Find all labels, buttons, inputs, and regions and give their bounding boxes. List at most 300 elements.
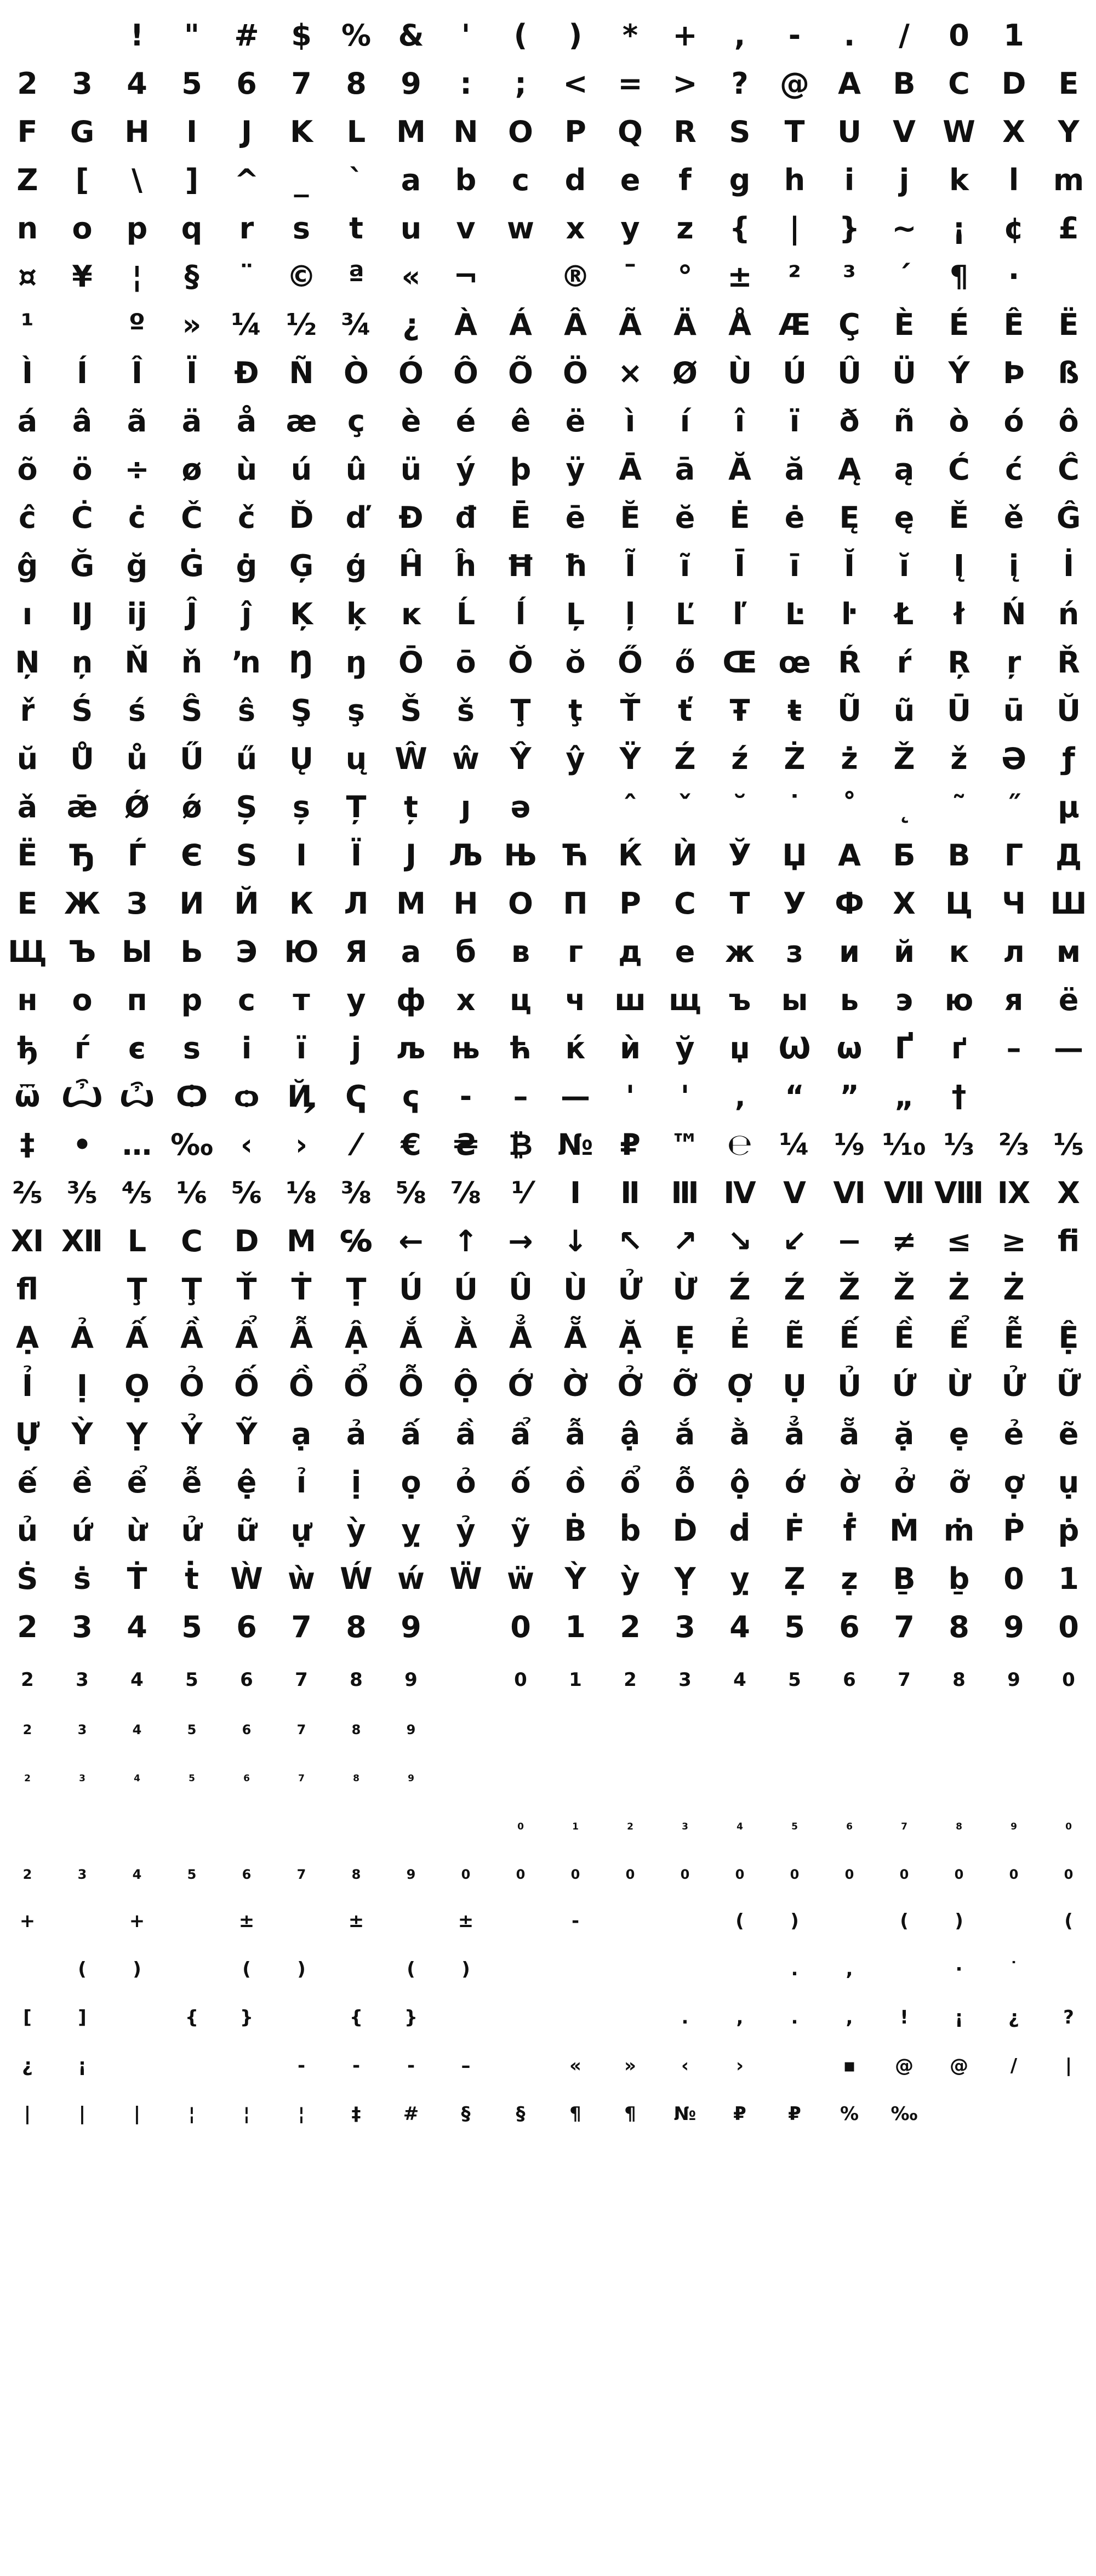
glyph-cell: Ữ bbox=[1056, 1369, 1081, 1403]
glyph-cell: p bbox=[126, 211, 148, 246]
glyph-cell: ¡ bbox=[955, 2007, 963, 2028]
glyph-cell: 6 bbox=[242, 1867, 252, 1882]
glyph-cell: њ bbox=[452, 1031, 480, 1065]
glyph-cell: Ѽ bbox=[61, 1079, 103, 1114]
glyph-cell: 2 bbox=[627, 1821, 633, 1832]
glyph-cell: á bbox=[17, 404, 38, 438]
glyph-cell: 5 bbox=[181, 66, 202, 101]
glyph-cell: 9 bbox=[406, 1867, 416, 1882]
glyph-cell: Ž bbox=[838, 1272, 860, 1307]
glyph-cell: ử bbox=[181, 1513, 203, 1548]
glyph-cell: Ş bbox=[290, 693, 312, 728]
glyph-cell: а bbox=[401, 934, 421, 969]
glyph-cell: ¯ bbox=[623, 259, 638, 294]
glyph-cell: ế bbox=[17, 1465, 38, 1500]
glyph-cell: Ề bbox=[894, 1320, 915, 1355]
glyph-cell: ! bbox=[130, 18, 144, 53]
glyph-cell: â bbox=[72, 404, 93, 438]
glyph-row bbox=[0, 203, 1096, 251]
glyph-cell: Ѝ bbox=[672, 838, 698, 873]
glyph-cell: Ủ bbox=[837, 1369, 861, 1403]
glyph-cell: т bbox=[293, 983, 310, 1017]
glyph-cell: Ể bbox=[949, 1320, 969, 1355]
glyph-row bbox=[0, 1698, 1096, 1746]
glyph-cell: ắ bbox=[675, 1417, 695, 1451]
glyph-cell: ³ bbox=[843, 259, 856, 294]
glyph-cell: ¿ bbox=[402, 307, 420, 342]
glyph-cell: } bbox=[838, 211, 860, 246]
glyph-cell: ś bbox=[128, 693, 146, 728]
glyph-cell: ‰ bbox=[891, 2103, 918, 2125]
glyph-cell: § bbox=[461, 2103, 471, 2125]
glyph-cell-empty bbox=[164, 1939, 219, 1987]
glyph-cell: 1 bbox=[572, 1821, 579, 1832]
glyph-cell: ĵ bbox=[241, 597, 252, 631]
glyph-cell: ə bbox=[510, 790, 531, 824]
glyph-cell: İ bbox=[1063, 549, 1075, 583]
glyph-cell: • bbox=[72, 1127, 92, 1162]
glyph-row bbox=[0, 155, 1096, 203]
glyph-cell: Ỷ bbox=[181, 1417, 203, 1451]
glyph-cell: Ế bbox=[839, 1320, 860, 1355]
glyph-cell: ŭ bbox=[16, 742, 38, 776]
glyph-cell: ŧ bbox=[787, 693, 802, 728]
glyph-cell: ŏ bbox=[565, 645, 586, 680]
glyph-cell: 8 bbox=[949, 1610, 969, 1644]
glyph-cell: ŋ bbox=[345, 645, 367, 680]
glyph-cell: ) bbox=[461, 1958, 470, 1980]
glyph-cell: + bbox=[129, 1910, 145, 1932]
glyph-cell: Ҁ bbox=[345, 1079, 367, 1114]
glyph-cell: Ŀ bbox=[785, 597, 804, 631]
glyph-cell: Ů bbox=[70, 742, 94, 776]
glyph-cell: > bbox=[672, 66, 698, 101]
glyph-cell: # bbox=[403, 2103, 419, 2125]
glyph-cell: № bbox=[673, 2103, 697, 2125]
glyph-cell: 7 bbox=[295, 1669, 308, 1691]
glyph-cell: c bbox=[511, 163, 529, 197]
glyph-cell: Ấ bbox=[125, 1320, 149, 1355]
glyph-cell-empty bbox=[712, 1698, 767, 1746]
glyph-cell: ő bbox=[675, 645, 695, 680]
glyph-cell: Щ bbox=[8, 934, 47, 969]
glyph-cell: 3 bbox=[678, 1669, 692, 1691]
glyph-cell: Б bbox=[893, 838, 916, 873]
glyph-row bbox=[0, 1023, 1096, 1071]
glyph-cell: ë bbox=[565, 404, 586, 438]
glyph-cell: ộ bbox=[729, 1465, 750, 1500]
glyph-cell: Ѻ bbox=[175, 1079, 208, 1114]
glyph-cell-empty bbox=[712, 1746, 767, 1794]
glyph-cell: Ь bbox=[180, 934, 203, 969]
glyph-cell: · bbox=[955, 1958, 963, 1980]
glyph-cell: , bbox=[846, 2007, 853, 2028]
glyph-cell-empty bbox=[274, 1891, 329, 1939]
glyph-row bbox=[0, 926, 1096, 974]
glyph-cell-empty bbox=[822, 1698, 877, 1746]
glyph-cell: ù bbox=[236, 452, 258, 487]
glyph-cell-empty bbox=[877, 1939, 932, 1987]
glyph-cell: ‡ bbox=[351, 2103, 361, 2125]
glyph-cell: Ê bbox=[1003, 307, 1024, 342]
glyph-cell: ѝ bbox=[620, 1031, 641, 1065]
glyph-cell: Ћ bbox=[562, 838, 589, 873]
glyph-cell: 8 bbox=[346, 66, 367, 101]
glyph-cell: K bbox=[290, 115, 313, 149]
glyph-cell: Ṫ bbox=[127, 1561, 147, 1596]
glyph-cell: · bbox=[1008, 259, 1020, 294]
glyph-cell: Ⅿ bbox=[287, 1224, 316, 1258]
glyph-cell: 7 bbox=[894, 1610, 915, 1644]
glyph-cell: % bbox=[840, 2103, 859, 2125]
glyph-cell: ↙ bbox=[782, 1224, 807, 1258]
glyph-cell: Ľ bbox=[675, 597, 695, 631]
glyph-cell: ѻ bbox=[233, 1079, 260, 1114]
glyph-cell: T bbox=[784, 115, 805, 149]
glyph-cell-empty bbox=[767, 1746, 822, 1794]
glyph-cell: 0 bbox=[1009, 1867, 1019, 1882]
glyph-cell: 9 bbox=[1003, 1610, 1024, 1644]
glyph-cell: , bbox=[734, 18, 746, 53]
glyph-cell: Ģ bbox=[289, 549, 314, 583]
glyph-cell: ż bbox=[841, 742, 858, 776]
glyph-cell-empty bbox=[384, 1891, 438, 1939]
glyph-cell: Х bbox=[893, 886, 916, 921]
glyph-row bbox=[0, 1553, 1096, 1602]
glyph-cell: 0 bbox=[735, 1867, 745, 1882]
glyph-cell: 3 bbox=[76, 1669, 89, 1691]
glyph-cell: ỳ bbox=[346, 1513, 366, 1548]
glyph-cell: Ź bbox=[729, 1272, 751, 1307]
glyph-cell: ” bbox=[840, 1079, 859, 1114]
glyph-cell: Î bbox=[131, 356, 143, 390]
glyph-cell: í bbox=[680, 404, 690, 438]
glyph-cell: C bbox=[948, 66, 970, 101]
glyph-row bbox=[0, 251, 1096, 299]
glyph-cell: 5 bbox=[187, 1722, 197, 1737]
glyph-cell: ę bbox=[894, 500, 915, 535]
glyph-cell: ' bbox=[625, 1079, 635, 1114]
glyph-cell-empty bbox=[110, 2036, 164, 2084]
glyph-cell: Q bbox=[618, 115, 643, 149]
glyph-cell: O bbox=[508, 115, 533, 149]
glyph-cell: l bbox=[1008, 163, 1019, 197]
glyph-cell-empty bbox=[110, 1987, 164, 2036]
glyph-cell: ½ bbox=[286, 307, 317, 342]
glyph-cell: ± bbox=[727, 259, 752, 294]
glyph-cell: ¬ bbox=[453, 259, 478, 294]
glyph-cell: ! bbox=[900, 2007, 909, 2028]
glyph-cell: Ⅽ bbox=[181, 1224, 203, 1258]
glyph-cell: Ö bbox=[563, 356, 588, 390]
glyph-row bbox=[0, 492, 1096, 540]
glyph-cell: Ќ bbox=[618, 838, 643, 873]
glyph-cell: щ bbox=[669, 983, 701, 1017]
glyph-cell: ± bbox=[238, 1910, 255, 1932]
glyph-cell: Ò bbox=[344, 356, 369, 390]
glyph-cell: → bbox=[508, 1224, 533, 1258]
glyph-cell: . bbox=[791, 1958, 798, 1980]
glyph-cell: ỏ bbox=[455, 1465, 476, 1500]
glyph-cell: u bbox=[400, 211, 422, 246]
glyph-cell: ợ bbox=[1003, 1465, 1024, 1500]
glyph-cell: 8 bbox=[952, 1669, 966, 1691]
glyph-cell-empty bbox=[548, 1698, 603, 1746]
glyph-cell: ¼ bbox=[231, 307, 262, 342]
glyph-cell-empty bbox=[1041, 1264, 1096, 1312]
glyph-cell: ẁ bbox=[288, 1561, 315, 1596]
glyph-cell: ỵ bbox=[401, 1513, 421, 1548]
glyph-cell: ű bbox=[236, 742, 258, 776]
glyph-cell: ↗ bbox=[672, 1224, 698, 1258]
glyph-cell: ← bbox=[398, 1224, 424, 1258]
glyph-cell: y bbox=[620, 211, 640, 246]
glyph-cell: ы bbox=[781, 983, 808, 1017]
glyph-cell: Ĺ bbox=[456, 597, 476, 631]
glyph-cell: Г bbox=[1004, 838, 1024, 873]
glyph-cell-empty bbox=[767, 2036, 822, 2084]
glyph-cell: Ỳ bbox=[71, 1417, 93, 1451]
glyph-cell: Ü bbox=[892, 356, 916, 390]
glyph-cell-empty bbox=[603, 1746, 658, 1794]
glyph-cell: Ķ bbox=[290, 597, 313, 631]
glyph-cell-empty bbox=[438, 1794, 493, 1843]
glyph-cell: ⅕ bbox=[1053, 1127, 1084, 1162]
glyph-cell: Ŏ bbox=[508, 645, 533, 680]
glyph-cell: z bbox=[676, 211, 694, 246]
glyph-cell: Ŗ bbox=[947, 645, 971, 680]
glyph-cell: ъ bbox=[728, 983, 751, 1017]
glyph-cell: Ậ bbox=[345, 1320, 368, 1355]
glyph-cell: ġ bbox=[236, 549, 258, 583]
glyph-cell: Ứ bbox=[892, 1369, 917, 1403]
glyph-cell: Ễ bbox=[1003, 1320, 1024, 1355]
glyph-cell: Ố bbox=[234, 1369, 259, 1403]
glyph-cell: ] bbox=[185, 163, 199, 197]
glyph-cell: ṗ bbox=[1058, 1513, 1080, 1548]
glyph-cell: ¤ bbox=[18, 259, 37, 294]
glyph-cell: ¿ bbox=[1008, 2007, 1019, 2028]
glyph-cell: ä bbox=[181, 404, 202, 438]
glyph-cell: ⅘ bbox=[122, 1176, 152, 1210]
glyph-cell: ş bbox=[347, 693, 366, 728]
glyph-row bbox=[0, 830, 1096, 878]
glyph-cell-empty bbox=[164, 1891, 219, 1939]
glyph-cell: 0 bbox=[899, 1867, 909, 1882]
glyph-cell: 0 bbox=[1064, 1867, 1074, 1882]
glyph-cell: я bbox=[1004, 983, 1024, 1017]
glyph-cell: ğ bbox=[126, 549, 148, 583]
glyph-cell: Ớ bbox=[507, 1369, 534, 1403]
glyph-cell: Ó bbox=[398, 356, 424, 390]
glyph-cell: Ї bbox=[350, 838, 362, 873]
glyph-cell: Н bbox=[453, 886, 478, 921]
glyph-cell: Ś bbox=[71, 693, 93, 728]
glyph-cell: 7 bbox=[291, 66, 312, 101]
glyph-cell: е bbox=[675, 934, 695, 969]
glyph-cell: ' bbox=[461, 18, 471, 53]
glyph-cell: Ỳ bbox=[564, 1561, 586, 1596]
glyph-cell: Ⅴ bbox=[783, 1176, 806, 1210]
glyph-cell: 4 bbox=[127, 1610, 147, 1644]
glyph-cell: ô bbox=[1058, 404, 1079, 438]
glyph-cell: ŗ bbox=[1006, 645, 1021, 680]
glyph-cell: Ѓ bbox=[127, 838, 147, 873]
glyph-cell: Ț bbox=[346, 790, 367, 824]
glyph-cell: ˝ bbox=[1006, 790, 1021, 824]
glyph-cell: ọ bbox=[401, 1465, 421, 1500]
glyph-cell: Ħ bbox=[506, 549, 535, 583]
glyph-cell: È bbox=[894, 307, 915, 342]
glyph-cell: Đ bbox=[398, 500, 424, 535]
glyph-cell: Ⅹ bbox=[1057, 1176, 1080, 1210]
glyph-cell: б bbox=[455, 934, 476, 969]
glyph-cell: 8 bbox=[351, 1722, 361, 1737]
glyph-row bbox=[0, 1505, 1096, 1553]
glyph-cell: ố bbox=[510, 1465, 531, 1500]
glyph-cell: Ğ bbox=[70, 549, 95, 583]
glyph-cell: t bbox=[349, 211, 363, 246]
glyph-cell: Ż bbox=[1003, 1272, 1025, 1307]
glyph-cell: ĕ bbox=[675, 500, 695, 535]
glyph-row bbox=[0, 396, 1096, 444]
glyph-cell: 6 bbox=[839, 1610, 860, 1644]
glyph-cell: № bbox=[557, 1127, 593, 1162]
glyph-cell: Ⅸ bbox=[997, 1176, 1031, 1210]
glyph-cell: … bbox=[122, 1127, 152, 1162]
glyph-cell: j bbox=[899, 163, 910, 197]
glyph-cell: ´ bbox=[897, 259, 912, 294]
glyph-cell: 4 bbox=[127, 66, 147, 101]
glyph-cell: 0 bbox=[510, 1610, 531, 1644]
glyph-cell: š bbox=[456, 693, 475, 728]
glyph-row bbox=[0, 347, 1096, 396]
glyph-cell: Ц bbox=[945, 886, 973, 921]
glyph-cell: ѡ bbox=[836, 1031, 863, 1065]
glyph-cell-empty bbox=[438, 1746, 493, 1794]
glyph-cell: Ẳ bbox=[509, 1320, 532, 1355]
glyph-cell: Ⅵ bbox=[833, 1176, 866, 1210]
glyph-cell-empty bbox=[548, 782, 603, 830]
glyph-cell: ẃ bbox=[397, 1561, 425, 1596]
glyph-row bbox=[0, 974, 1096, 1023]
glyph-cell: – bbox=[513, 1079, 528, 1114]
glyph-cell: ĳ bbox=[127, 597, 147, 631]
glyph-cell: - bbox=[297, 2055, 306, 2077]
glyph-cell: ǣ bbox=[66, 790, 98, 824]
glyph-cell: Ŧ bbox=[729, 693, 750, 728]
glyph-cell: ý bbox=[456, 452, 476, 487]
glyph-cell: ~ bbox=[892, 211, 917, 246]
glyph-cell-empty bbox=[712, 1939, 767, 1987]
glyph-cell: ; bbox=[515, 66, 527, 101]
glyph-row bbox=[0, 106, 1096, 155]
glyph-cell: # bbox=[234, 18, 259, 53]
glyph-cell: ѓ bbox=[74, 1031, 90, 1065]
glyph-cell: É bbox=[949, 307, 969, 342]
glyph-cell: ° bbox=[677, 259, 693, 294]
glyph-cell: ₽ bbox=[620, 1127, 641, 1162]
glyph-cell: ĩ bbox=[680, 549, 690, 583]
glyph-cell: 1 bbox=[1058, 1561, 1079, 1596]
glyph-cell: œ bbox=[778, 645, 811, 680]
glyph-cell: ă bbox=[784, 452, 805, 487]
glyph-cell: E bbox=[1058, 66, 1079, 101]
glyph-cell-empty bbox=[932, 2084, 986, 2132]
glyph-cell: Ĥ bbox=[398, 549, 424, 583]
glyph-cell: ã bbox=[127, 404, 147, 438]
glyph-cell: } bbox=[239, 2007, 254, 2028]
glyph-cell: , bbox=[846, 1958, 853, 1980]
glyph-cell: э bbox=[895, 983, 913, 1017]
glyph-cell: Ṫ bbox=[291, 1272, 312, 1307]
glyph-cell: Ç bbox=[838, 307, 860, 342]
glyph-cell: & bbox=[398, 18, 424, 53]
glyph-cell: ? bbox=[731, 66, 749, 101]
glyph-cell: 2 bbox=[624, 1669, 637, 1691]
glyph-cell: Ⅻ bbox=[61, 1224, 103, 1258]
glyph-cell-empty bbox=[932, 1698, 986, 1746]
glyph-cell: Ē bbox=[510, 500, 531, 535]
glyph-cell: ¦ bbox=[243, 2103, 250, 2125]
glyph-cell: Й bbox=[234, 886, 259, 921]
glyph-cell: Þ bbox=[1003, 356, 1025, 390]
glyph-cell: ẹ bbox=[949, 1417, 969, 1451]
glyph-cell: ĭ bbox=[899, 549, 910, 583]
glyph-cell: 0 bbox=[1062, 1669, 1075, 1691]
glyph-cell: | bbox=[789, 211, 800, 246]
glyph-cell: ‹ bbox=[240, 1127, 253, 1162]
glyph-cell: С bbox=[674, 886, 696, 921]
glyph-cell: ŕ bbox=[897, 645, 912, 680]
glyph-row bbox=[0, 1312, 1096, 1360]
glyph-cell: ( bbox=[1064, 1910, 1073, 1932]
glyph-cell-empty bbox=[493, 1698, 548, 1746]
glyph-cell: Ű bbox=[180, 742, 204, 776]
glyph-cell: 6 bbox=[843, 1669, 856, 1691]
glyph-cell: 7 bbox=[296, 1722, 306, 1737]
glyph-cell-empty bbox=[438, 1650, 493, 1698]
glyph-cell: Õ bbox=[508, 356, 533, 390]
glyph-cell: = bbox=[618, 66, 643, 101]
glyph-cell: ' bbox=[680, 1079, 690, 1114]
glyph-cell: ĸ bbox=[401, 597, 421, 631]
glyph-cell-empty bbox=[219, 1794, 274, 1843]
glyph-cell: N bbox=[453, 115, 478, 149]
glyph-cell: Ġ bbox=[179, 549, 204, 583]
glyph-cell: ў bbox=[675, 1031, 695, 1065]
glyph-cell: 0 bbox=[680, 1867, 690, 1882]
glyph-cell: k bbox=[949, 163, 969, 197]
glyph-cell: M bbox=[396, 115, 426, 149]
glyph-cell: ? bbox=[1063, 2007, 1074, 2028]
glyph-cell: Ⅺ bbox=[10, 1224, 44, 1258]
glyph-cell: 9 bbox=[1007, 1669, 1020, 1691]
glyph-cell: | bbox=[78, 2103, 86, 2125]
glyph-cell: ± bbox=[458, 1910, 474, 1932]
glyph-cell: J bbox=[241, 115, 253, 149]
glyph-cell: і bbox=[241, 1031, 252, 1065]
glyph-cell: Ź bbox=[784, 1272, 806, 1307]
glyph-cell: Ỏ bbox=[179, 1369, 204, 1403]
glyph-cell: ā bbox=[675, 452, 695, 487]
glyph-cell: Ҋ bbox=[287, 1079, 316, 1114]
glyph-cell: Ë bbox=[1058, 307, 1079, 342]
glyph-cell: ẓ bbox=[841, 1561, 858, 1596]
glyph-cell: Ì bbox=[21, 356, 33, 390]
glyph-cell: К bbox=[289, 886, 314, 921]
glyph-cell: Ầ bbox=[180, 1320, 203, 1355]
